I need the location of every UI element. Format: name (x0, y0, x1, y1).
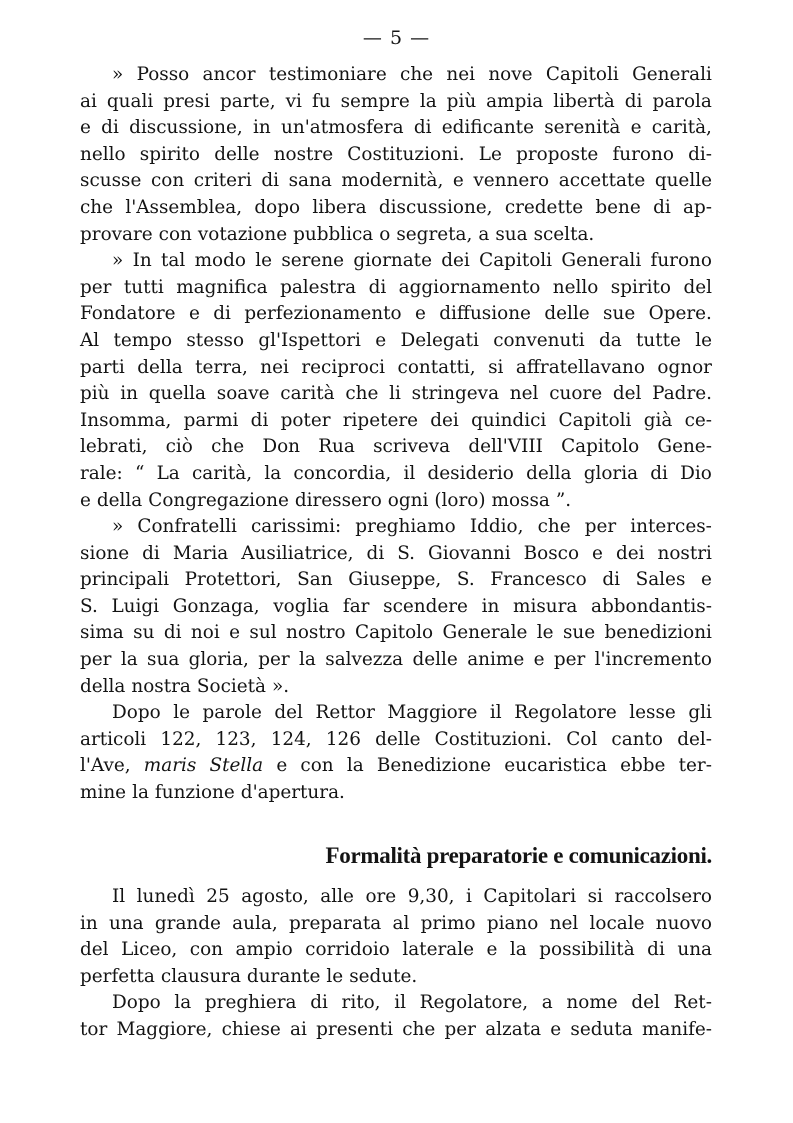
body-text-line: sione di Maria Ausiliatrice, di S. Giovanni Bosco e dei nostri (80, 542, 712, 564)
body-text-line: » Confratelli carissimi: preghiamo Iddio, che per interces- (112, 516, 712, 538)
body-text-line: della nostra Società ». (80, 675, 290, 697)
section-heading: Formalità preparatorie e comunicazioni. (325, 843, 712, 868)
body-text-line: provare con votazione pubblica o segreta, a sua scelta. (80, 223, 595, 245)
section-text-line: Dopo la preghiera di rito, il Regolatore, a nome del Ret- (112, 992, 712, 1014)
body-text-line: per tutti magnifica palestra di aggiornamento nello spirito del (80, 276, 712, 298)
section-text-line: in una grande aula, preparata al primo piano nel locale nuovo (80, 912, 712, 934)
body-text-line: l'Ave, maris Stella e con la Benedizione eucaristica ebbe ter- (80, 755, 712, 777)
body-text-line: sima su di noi e sul nostro Capitolo Generale le sue benedizioni (80, 622, 712, 644)
body-text-line: principali Protettori, San Giuseppe, S. Francesco di Sales e (80, 569, 712, 591)
body-text-line: ai quali presi parte, vi fu sempre la più ampia libertà di parola (80, 90, 712, 112)
section-text-line: tor Maggiore, chiese ai presenti che per alzata e seduta manife- (80, 1018, 712, 1040)
page-number: — 5 — (362, 27, 431, 49)
body-text-line: Al tempo stesso gl'Ispettori e Delegati convenuti da tutte le (80, 329, 712, 351)
body-text-line: nello spirito delle nostre Costituzioni. Le proposte furono di- (80, 143, 712, 165)
body-text-line: lebrati, ciò che Don Rua scriveva dell'VIII Capitolo Gene- (80, 436, 712, 458)
body-text-line: S. Luigi Gonzaga, voglia far scendere in misura abbondantis- (80, 595, 712, 617)
body-text-line: più in quella soave carità che li stringeva nel cuore del Padre. (80, 383, 712, 405)
body-text-line: » In tal modo le serene giornate dei Capitoli Generali furono (112, 250, 712, 272)
body-text (80, 62, 712, 807)
body-text-line: e di discussione, in un'atmosfera di edificante serenità e carità, (80, 117, 712, 139)
body-text-line: articoli 122, 123, 124, 126 delle Costituzioni. Col canto del- (80, 728, 712, 750)
body-text-line: Dopo le parole del Rettor Maggiore il Regolatore lesse gli (112, 702, 712, 724)
body-text-line: » Posso ancor testimoniare che nei nove Capitoli Generali (112, 64, 712, 85)
section-body-text (80, 884, 712, 1044)
body-text-line: Fondatore e di perfezionamento e diffusione delle sue Opere. (80, 303, 712, 325)
body-text-line: rale: “ La carità, la concordia, il desiderio della gloria di Dio (80, 462, 712, 484)
body-text-line: che l'Assemblea, dopo libera discussione, credette bene di ap- (80, 196, 712, 218)
body-text-line: mine la funzione d'apertura. (80, 782, 345, 804)
body-text-line: per la sua gloria, per la salvezza delle anime e per l'incremento (80, 649, 712, 671)
section-text-line: del Liceo, con ampio corridoio laterale e la possibilità di una (80, 939, 712, 961)
body-text-line: e della Congregazione diressero ogni (loro) mossa ”. (80, 489, 572, 511)
body-text-line: parti della terra, nei reciproci contatti, si affratellavano ognor (80, 356, 712, 378)
section-text-line: perfetta clausura durante le sedute. (80, 965, 418, 987)
body-text-line: Insomma, parmi di poter ripetere dei quindici Capitoli già ce- (80, 409, 712, 431)
body-text-line: scusse con criteri di sana modernità, e vennero accettate quelle (80, 170, 712, 192)
section-text-line: Il lunedì 25 agosto, alle ore 9,30, i Capitolari si raccolsero (112, 886, 712, 907)
